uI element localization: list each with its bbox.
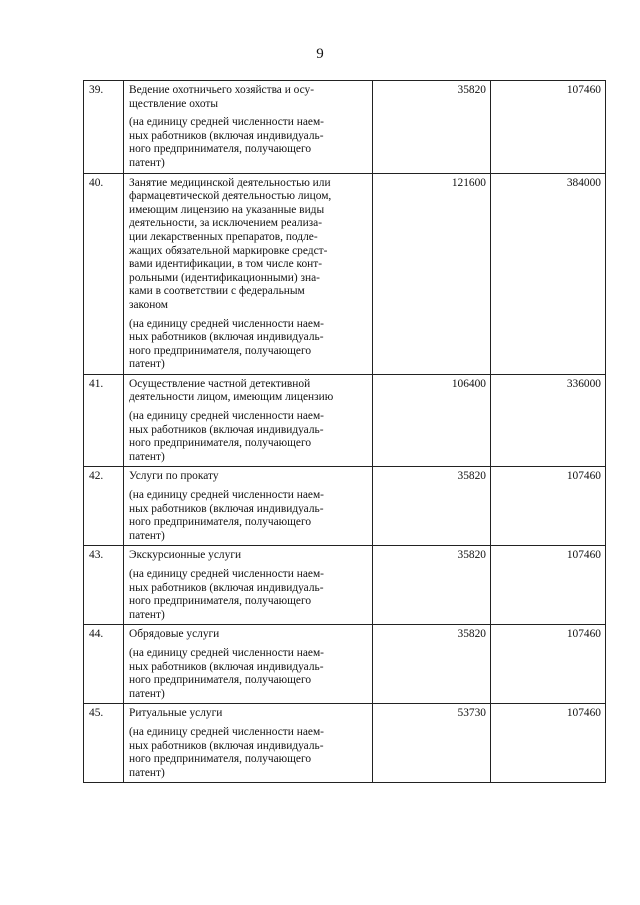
row-value-1: 53730 [373, 704, 491, 783]
table-row [84, 467, 606, 546]
tariff-table [83, 80, 606, 783]
row-value-2: 107460 [491, 625, 606, 704]
row-description [124, 625, 373, 704]
row-value-1: 35820 [373, 546, 491, 625]
row-note: (на единицу средней численности наем- ных работников (включая индивидуаль- ного предпринимателя, получающего патент) [129, 317, 324, 371]
row-note: (на единицу средней численности наем- ных работников (включая индивидуаль- ного предпринимателя, получающего патент) [129, 568, 324, 621]
row-value-2: 107460 [491, 81, 606, 174]
row-note: (на единицу средней численности наем- ных работников (включая индивидуаль- ного предпринимателя, получающего патент) [129, 116, 324, 169]
row-description [124, 81, 373, 174]
table-row [84, 546, 606, 625]
row-value-1: 35820 [373, 467, 491, 546]
row-number: 39. [84, 81, 124, 174]
row-description [124, 173, 373, 374]
row-note: (на единицу средней численности наем- ных работников (включая индивидуаль- ного предпринимателя, получающего патент) [129, 725, 324, 779]
row-title: Экскурсионные услуги [129, 549, 242, 562]
row-number: 45. [84, 704, 124, 783]
row-description [124, 546, 373, 625]
table-row [84, 625, 606, 704]
row-note: (на единицу средней численности наем- ных работников (включая индивидуаль- ного предпринимателя, получающего патент) [129, 646, 324, 700]
row-value-1: 35820 [373, 625, 491, 704]
row-title: Услуги по прокату [129, 470, 219, 483]
row-note: (на единицу средней численности наем- ных работников (включая индивидуаль- ного предпринимателя, получающего патент) [129, 410, 324, 463]
row-number: 41. [84, 374, 124, 467]
row-note: (на единицу средней численности наем- ных работников (включая индивидуаль- ного предпринимателя, получающего патент) [129, 489, 324, 542]
row-value-1: 35820 [373, 81, 491, 174]
table-row [84, 81, 606, 174]
row-value-2: 107460 [491, 704, 606, 783]
row-title: Ритуальные услуги [129, 707, 223, 720]
row-description [124, 704, 373, 783]
table-row [84, 374, 606, 467]
table-row [84, 173, 606, 374]
row-value-2: 107460 [491, 467, 606, 546]
row-value-2: 107460 [491, 546, 606, 625]
row-title: Ведение охотничьего хозяйства и осу- ществление охоты [129, 84, 315, 110]
row-number: 42. [84, 467, 124, 546]
row-value-1: 106400 [373, 374, 491, 467]
row-description [124, 374, 373, 467]
row-value-1: 121600 [373, 173, 491, 374]
row-number: 43. [84, 546, 124, 625]
row-value-2: 384000 [491, 173, 606, 374]
table-row [84, 704, 606, 783]
page-number: 9 [316, 46, 324, 62]
row-number: 44. [84, 625, 124, 704]
row-number: 40. [84, 173, 124, 374]
row-title: Осуществление частной детективной деятельности лицом, имеющим лицензию [129, 377, 334, 404]
row-title: Занятие медицинской деятельностью или фармацевтической деятельностью лицом, имеющим лицензию на указанные виды деятельности, за исключением реализа- ции лекарственных препаратов, подле- жащих обязательной маркировке средст- вами идентификации, в том числе конт- рольными (идентификационными) зна- ками в соответствии с федеральным законом [129, 176, 332, 311]
row-value-2: 336000 [491, 374, 606, 467]
row-description [124, 467, 373, 546]
row-title: Обрядовые услуги [129, 628, 220, 641]
